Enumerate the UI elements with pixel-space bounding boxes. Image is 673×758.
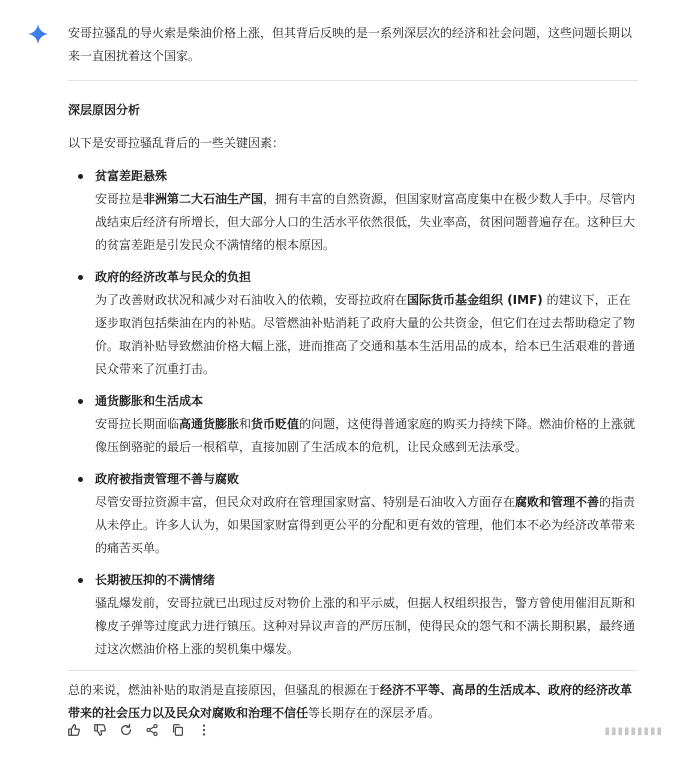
list-item — [68, 390, 638, 459]
list-item — [68, 468, 638, 560]
response-actions — [66, 720, 212, 740]
thumbs-down-icon[interactable] — [92, 722, 108, 738]
divider — [68, 670, 638, 671]
item-body: 安哥拉长期面临高通货膨胀和货币贬值的问题，这使得普通家庭的购买力持续下降。燃油价格的上涨就像压倒骆驼的最后一根稻草，直接加剧了生活成本的危机，让民众感到无法承受。 — [95, 417, 636, 454]
gemini-sparkle-icon — [27, 23, 49, 45]
item-title: 政府被指责管理不善与腐败 — [95, 472, 240, 486]
lead-paragraph: 以下是安哥拉骚乱背后的一些关键因素： — [68, 136, 285, 150]
item-title: 政府的经济改革与民众的负担 — [95, 270, 252, 284]
intro-paragraph: 安哥拉骚乱的导火索是柴油价格上涨，但其背后反映的是一系列深层次的经济和社会问题，这些问题长期以来一直困扰着这个国家。 — [68, 26, 633, 63]
list-item — [68, 165, 638, 257]
summary-paragraph: 总的来说，燃油补贴的取消是直接原因，但骚乱的根源在于经济不平等、高昂的生活成本、政府的经济改革带来的社会压力以及民众对腐败和治理不信任等长期存在的深层矛盾。 — [68, 683, 633, 720]
share-icon[interactable] — [144, 722, 160, 738]
regenerate-icon[interactable] — [118, 722, 134, 738]
section-title: 深层原因分析 — [68, 103, 141, 117]
item-body: 骚乱爆发前，安哥拉就已出现过反对物价上涨的和平示威，但据人权组织报告，警方曾使用催泪瓦斯和橡皮子弹等过度武力进行镇压。这种对异议声音的严厉压制，使得民众的怨气和不满长期积累，最终通过这次燃油价格上涨的契机集中爆发。 — [95, 596, 636, 656]
thumbs-up-icon[interactable] — [66, 722, 82, 738]
list-item — [68, 569, 638, 661]
item-title: 长期被压抑的不满情绪 — [95, 573, 216, 587]
item-body: 尽管安哥拉资源丰富，但民众对政府在管理国家财富、特别是石油收入方面存在腐败和管理不善的指责从未停止。许多人认为，如果国家财富得到更公平的分配和更有效的管理，他们本不必为经济改革带来的痛苦买单。 — [95, 495, 636, 555]
item-body: 安哥拉是非洲第二大石油生产国，拥有丰富的自然资源，但国家财富高度集中在极少数人手中。尽管内战结束后经济有所增长，但大部分人口的生活水平依然很低，失业率高，贫困问题普遍存在。这种巨大的贫富差距是引发民众不满情绪的根本原因。 — [95, 192, 636, 252]
list-item — [68, 266, 638, 381]
item-title: 贫富差距悬殊 — [95, 169, 168, 183]
response-content — [68, 22, 638, 725]
item-body: 为了改善财政状况和减少对石油收入的依赖，安哥拉政府在国际货币基金组织 (IMF) 的建议下，正在逐步取消包括柴油在内的补贴。尽管燃油补贴消耗了政府大量的公共资金，但它们在过去帮助稳定了物价。取消补贴导致燃油价格大幅上涨，进而推高了交通和基本生活用品的成本，给本已生活艰难的普通民众带来了沉重打击。 — [95, 293, 636, 376]
watermark: ▮▮▮▮▮▮▮▮▮ — [604, 726, 663, 737]
item-title: 通货膨胀和生活成本 — [95, 394, 204, 408]
copy-icon[interactable] — [170, 722, 186, 738]
more-options-icon[interactable] — [196, 722, 212, 738]
reasons-list — [68, 165, 638, 661]
divider — [68, 80, 638, 81]
